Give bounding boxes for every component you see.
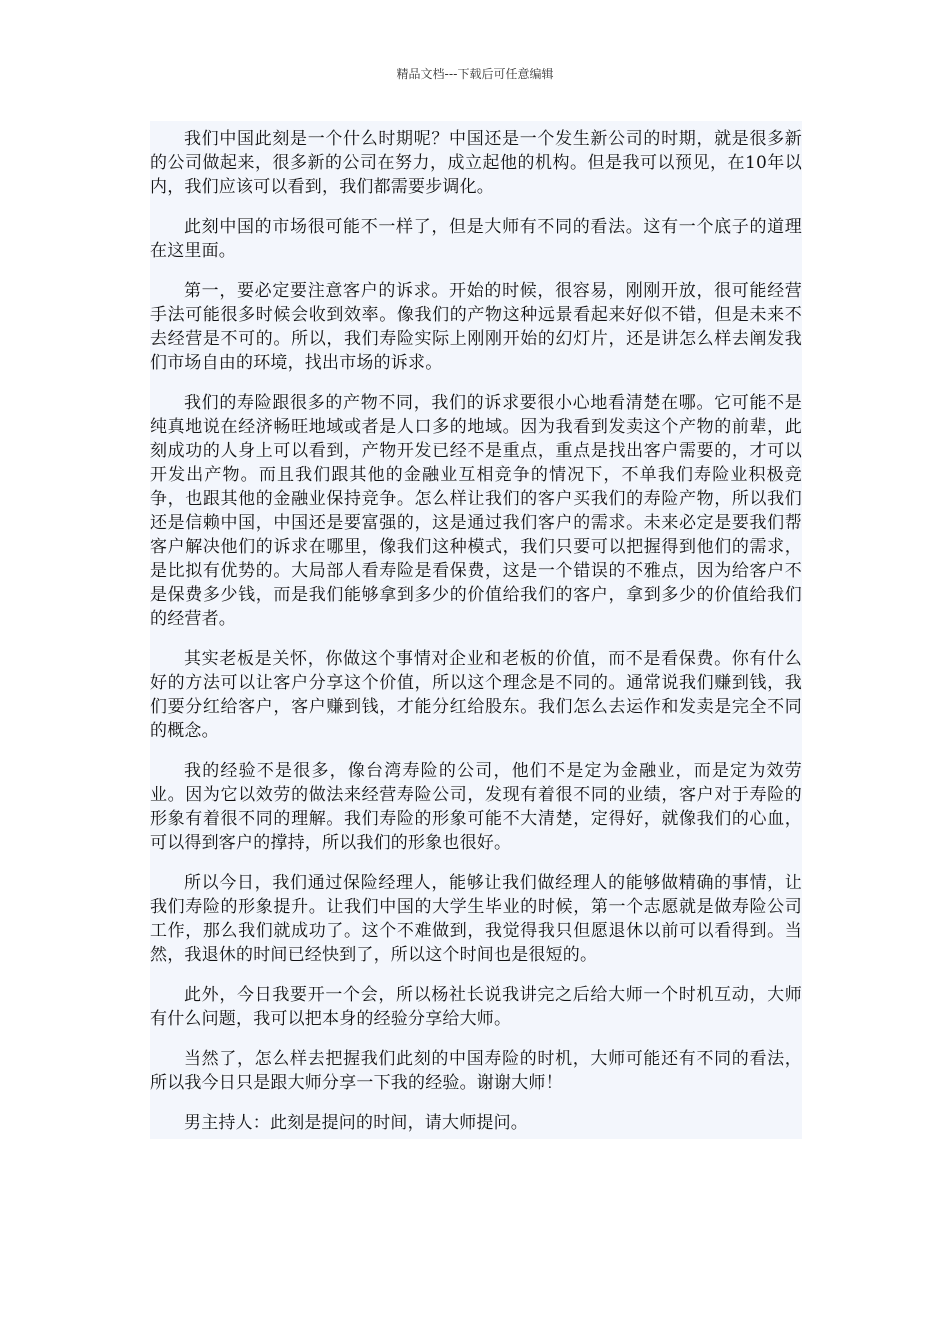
paragraph-2: 此刻中国的市场很可能不一样了，但是大师有不同的看法。这有一个底子的道理在这里面。: [150, 217, 802, 261]
paragraph-10: 男主持人：此刻是提问的时间，请大师提问。: [184, 1113, 528, 1133]
paragraph-8: 此外，今日我要开一个会，所以杨社长说我讲完之后给大师一个时机互动，大师有什么问题，我可以把本身的经验分享给大师。: [150, 985, 802, 1029]
paragraph-7: 所以今日，我们通过保险经理人，能够让我们做经理人的能够做精确的事情，让我们寿险的形象提升。让我们中国的大学生毕业的时候，第一个志愿就是做寿险公司工作，那么我们就成功了。这个不难做到，我觉得我只但愿退休以前可以看得到。当然，我退休的时间已经快到了，所以这个时间也是很短的。: [150, 873, 802, 965]
paragraph-6: 我的经验不是很多，像台湾寿险的公司，他们不是定为金融业，而是定为效劳业。因为它以效劳的做法来经营寿险公司，发现有着很不同的业绩，客户对于寿险的形象有着很不同的理解。我们寿险的形象可能不大清楚，定得好，就像我们的心血，可以得到客户的撑持，所以我们的形象也很好。: [150, 761, 802, 853]
paragraph-4: 我们的寿险跟很多的产物不同，我们的诉求要很小心地看清楚在哪。它可能不是纯真地说在经济畅旺地域或者是人口多的地域。因为我看到发卖这个产物的前辈，此刻成功的人身上可以看到，产物开发已经不是重点，重点是找出客户需要的，才可以开发出产物。而且我们跟其他的金融业互相竞争的情况下，不单我们寿险业积极竞争，也跟其他的金融业保持竞争。怎么样让我们的客户买我们的寿险产物，所以我们还是信赖中国，中国还是要富强的，这是通过我们客户的需求。未来必定是要我们帮客户解决他们的诉求在哪里，像我们这种模式，我们只要可以把握得到他们的需求，是比拟有优势的。大局部人看寿险是看保费，这是一个错误的不雅点，因为给客户不是保费多少钱，而是我们能够拿到多少的价值给我们的客户，拿到多少的价值给我们的经营者。: [150, 393, 802, 629]
page-header: 精品文档---下载后可任意编辑: [396, 67, 554, 81]
paragraph-5: 其实老板是关怀，你做这个事情对企业和老板的价值，而不是看保费。你有什么好的方法可以让客户分享这个价值，所以这个理念是不同的。通常说我们赚到钱，我们要分红给客户，客户赚到钱，才能分红给股东。我们怎么去运作和发卖是完全不同的概念。: [150, 649, 802, 741]
paragraph-3: 第一，要必定要注意客户的诉求。开始的时候，很容易，刚刚开放，很可能经营手法可能很多时候会收到效率。像我们的产物这种远景看起来好似不错，但是未来不去经营是不可的。所以，我们寿险实际上刚刚开始的幻灯片，还是讲怎么样去阐发我们市场自由的环境，找出市场的诉求。: [150, 281, 802, 373]
paragraph-1: 我们中国此刻是一个什么时期呢？中国还是一个发生新公司的时期，就是很多新的公司做起来，很多新的公司在努力，成立起他的机构。但是我可以预见，在10年以内，我们应该可以看到，我们都需要步调化。: [150, 129, 802, 197]
document-body: [150, 121, 802, 1139]
paragraph-9: 当然了，怎么样去把握我们此刻的中国寿险的时机，大师可能还有不同的看法，所以我今日只是跟大师分享一下我的经验。谢谢大师！: [150, 1049, 802, 1093]
body-bottom-spacer: [150, 1135, 802, 1139]
